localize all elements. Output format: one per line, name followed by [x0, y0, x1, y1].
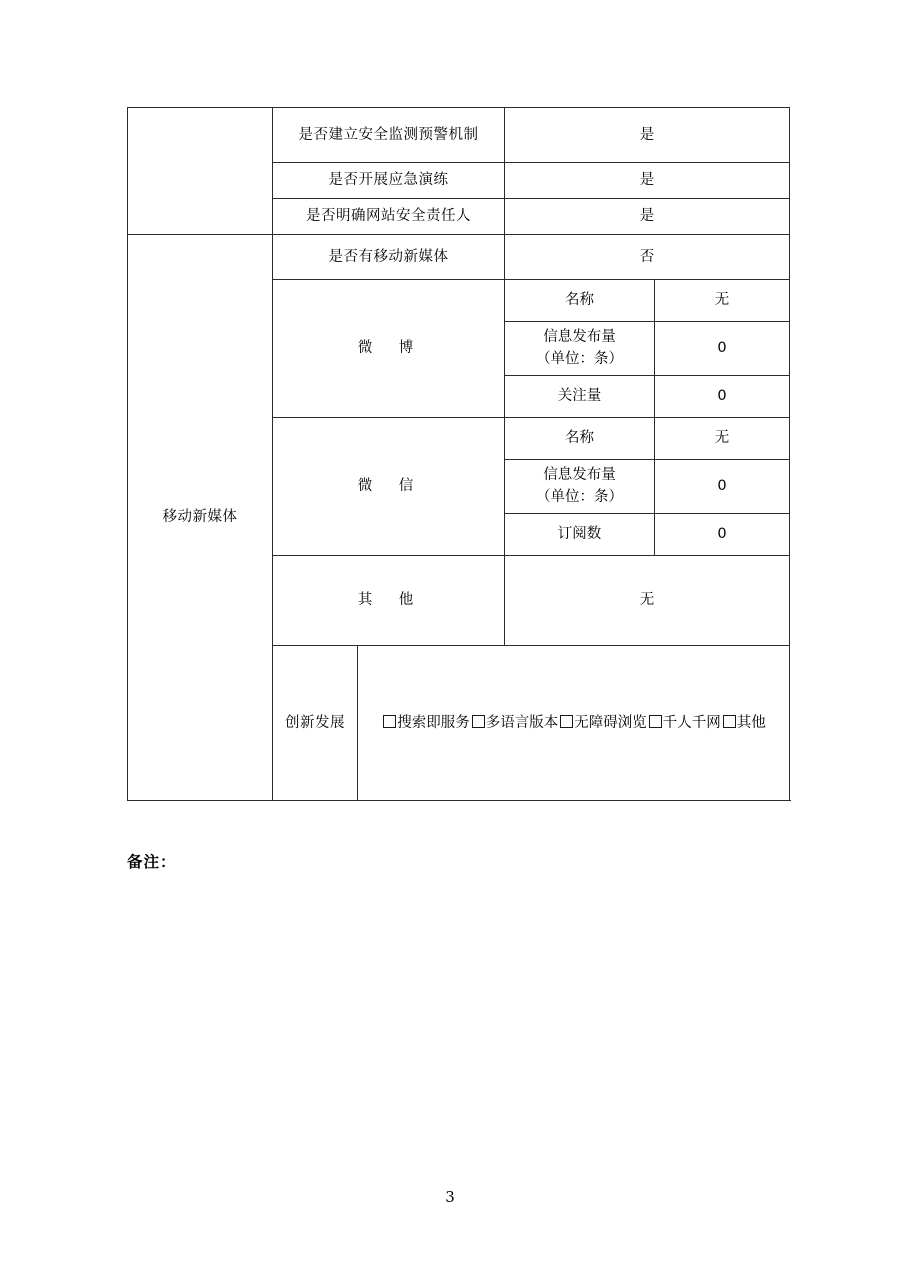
field-cell: 订阅数: [505, 513, 655, 555]
innovation-section-label: 创新发展: [273, 645, 358, 800]
other-media-value: 无: [505, 555, 790, 645]
page-number: 3: [445, 1188, 455, 1206]
question-cell: 是否有移动新媒体: [273, 235, 505, 280]
checkbox-multilingual[interactable]: [472, 715, 485, 728]
value-cell: 0: [655, 322, 790, 376]
field-cell: [505, 459, 655, 513]
table-row: [128, 108, 790, 163]
remark-label: 备注：: [127, 853, 177, 871]
value-cell: 无: [655, 417, 790, 459]
annual-report-table: [127, 107, 790, 801]
answer-cell: 是: [505, 163, 790, 199]
innovation-checkbox-line: [360, 712, 787, 734]
option-label-multilingual: 多语言版本: [485, 714, 559, 731]
question-cell: 是否明确网站安全责任人: [273, 199, 505, 235]
value-cell: 0: [655, 459, 790, 513]
value-cell: 无: [655, 280, 790, 322]
option-label-personalized-web: 千人千网: [662, 714, 721, 731]
field-cell: 名称: [505, 417, 655, 459]
checkbox-personalized-web[interactable]: [649, 715, 662, 728]
weixin-label: 微 信: [273, 417, 505, 555]
field-line-1: 信息发布量: [543, 329, 616, 345]
checkbox-search-as-service[interactable]: [383, 715, 396, 728]
answer-cell: 是: [505, 199, 790, 235]
security-section-label: [128, 108, 273, 235]
field-line-2: （单位：条）: [536, 489, 623, 506]
question-cell: 是否开展应急演练: [273, 163, 505, 199]
value-cell: 0: [655, 375, 790, 417]
field-cell: 关注量: [505, 375, 655, 417]
answer-cell: 否: [505, 235, 790, 280]
option-label-search-as-service: 搜索即服务: [397, 714, 470, 731]
field-cell: 名称: [505, 280, 655, 322]
answer-cell: 是: [505, 108, 790, 163]
option-label-other: 其他: [736, 714, 766, 731]
table-row: [128, 235, 790, 280]
field-line-2: （单位：条）: [536, 351, 623, 368]
mobile-media-section-label: 移动新媒体: [128, 235, 273, 801]
other-media-label: 其 他: [273, 555, 505, 645]
checkbox-accessible-browsing[interactable]: [560, 715, 573, 728]
value-cell: 0: [655, 513, 790, 555]
option-label-accessible-browsing: 无障碍浏览: [574, 714, 647, 731]
field-line-1: 信息发布量: [543, 466, 616, 483]
question-cell: 是否建立安全监测预警机制: [273, 108, 505, 163]
field-cell: [505, 322, 655, 376]
checkbox-other[interactable]: [723, 715, 736, 728]
innovation-options: [358, 645, 790, 800]
weibo-label: 微 博: [273, 280, 505, 418]
